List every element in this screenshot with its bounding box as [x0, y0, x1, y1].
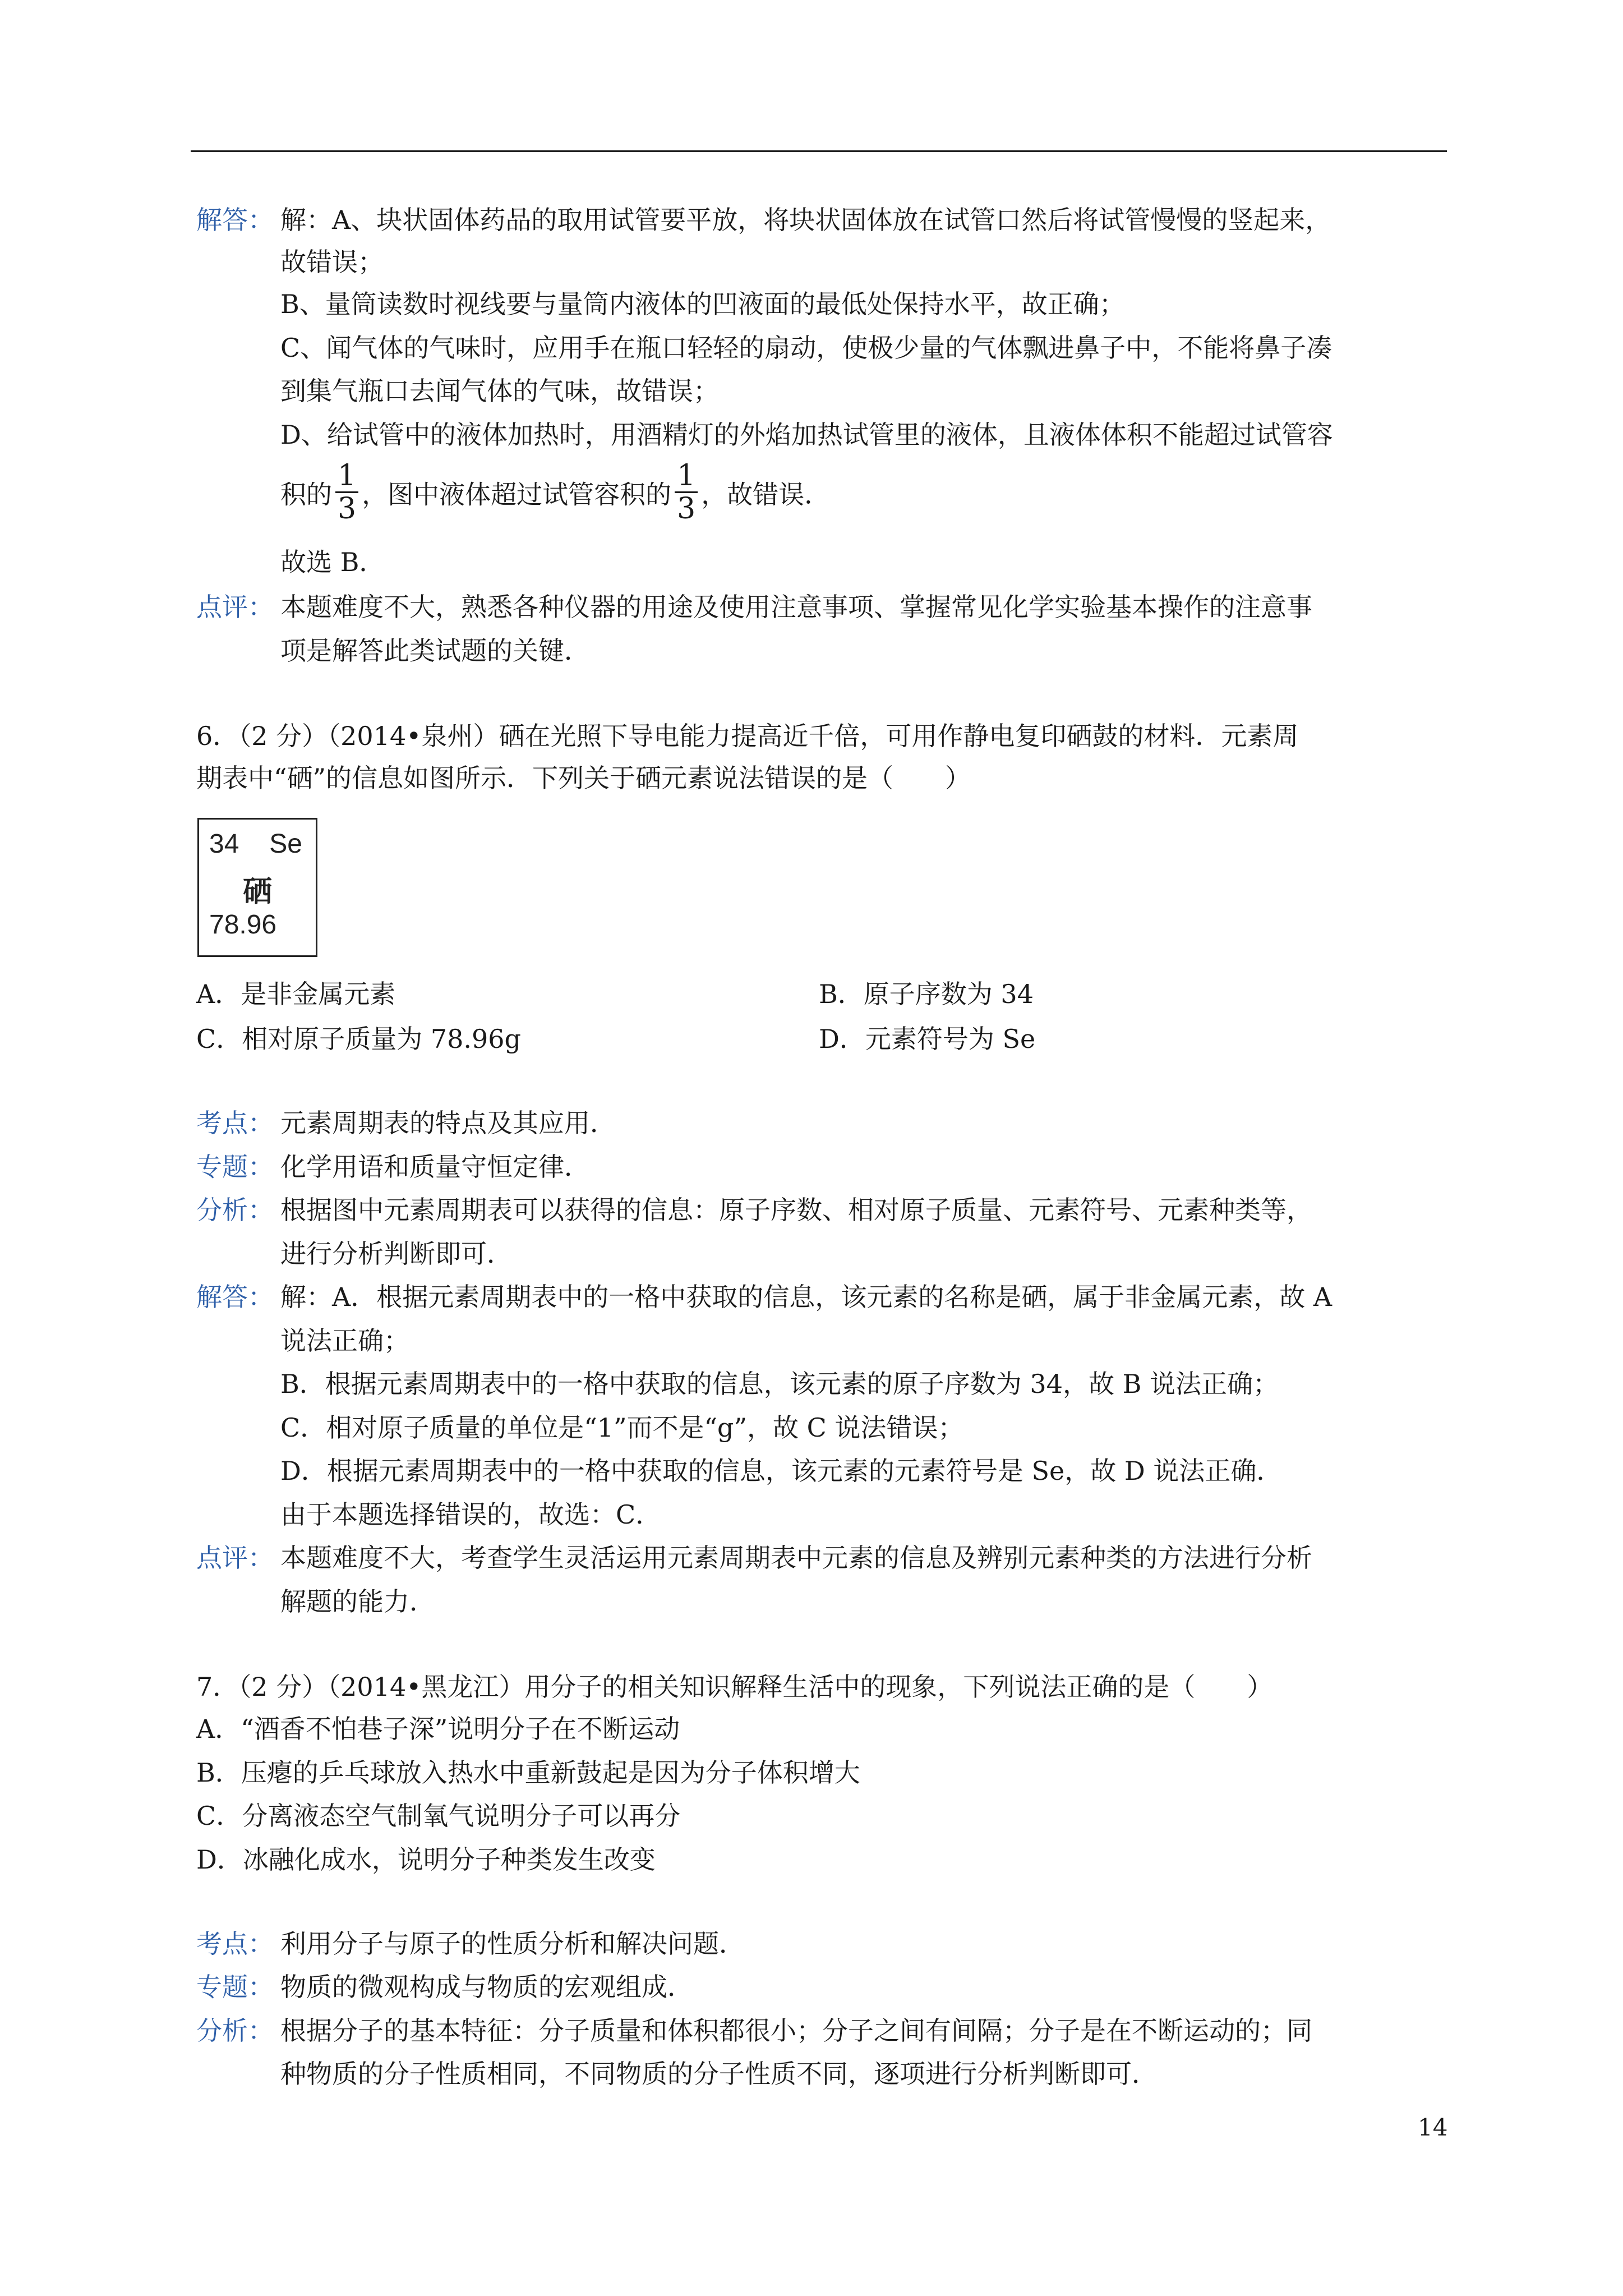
option-a: A．“酒香不怕巷子深”说明分子在不断运动	[196, 1714, 680, 1744]
label-comment: 点评：	[196, 1543, 274, 1573]
answer-line: 解：A、块状固体药品的取用试管要平放，将块状固体放在试管口然后将试管慢慢的竖起来，	[280, 205, 1331, 235]
answer-line: B、量筒读数时视线要与量筒内液体的凹液面的最低处保持水平，故正确；	[280, 289, 1125, 319]
periodic-table-cell	[197, 818, 317, 957]
fenxi-line: 根据图中元素周期表可以获得的信息：原子序数、相对原子质量、元素符号、元素种类等，	[280, 1195, 1312, 1225]
option-b: B．压瘪的乒乓球放入热水中重新鼓起是因为分子体积增大	[196, 1757, 860, 1788]
fenxi-line: 根据分子的基本特征：分子质量和体积都很小；分子之间有间隔；分子是在不断运动的；同	[280, 2016, 1312, 2046]
fraction-one-third	[335, 460, 358, 524]
label-zhuanti: 专题：	[196, 1972, 274, 2002]
page-number: 14	[1418, 2114, 1448, 2141]
option-b: B．原子序数为 34	[819, 979, 1034, 1009]
answer-choice: 故选 B．	[280, 547, 385, 577]
fenxi-line: 种物质的分子性质相同，不同物质的分子性质不同，逐项进行分析判断即可．	[280, 2059, 1158, 2089]
label-kaodian: 考点：	[196, 1929, 274, 1959]
label-comment: 点评：	[196, 592, 274, 622]
answer-line: 解：A．根据元素周期表中的一格中获取的信息，该元素的名称是硒，属于非金属元素，故 A	[280, 1282, 1332, 1312]
answer-line-fraction	[280, 459, 831, 529]
answer-line: B．根据元素周期表中的一格中获取的信息，该元素的原子序数为 34，故 B 说法正确；	[280, 1369, 1279, 1399]
kaodian-text: 利用分子与原子的性质分析和解决问题．	[280, 1929, 745, 1959]
question-6-stem: 6．（2 分）（2014•泉州）硒在光照下导电能力提高近千倍，可用作静电复印硒鼓的材料．元素周	[196, 721, 1299, 751]
answer-line: 故错误；	[280, 247, 384, 277]
answer-choice: 由于本题选择错误的，故选：C．	[280, 1499, 662, 1530]
answer-line: 说法正确；	[280, 1326, 409, 1356]
comment-line: 项是解答此类试题的关键．	[280, 636, 590, 666]
option-c: C．相对原子质量为 78.96g	[196, 1024, 521, 1054]
option-d: D．冰融化成水，说明分子种类发生改变	[196, 1844, 656, 1875]
option-c: C．分离液态空气制氧气说明分子可以再分	[196, 1801, 681, 1831]
comment-line: 解题的能力．	[280, 1586, 435, 1617]
element-symbol: Se	[269, 829, 302, 859]
comment-line: 本题难度不大，考查学生灵活运用元素周期表中元素的信息及辨别元素种类的方法进行分析	[280, 1543, 1312, 1573]
label-kaodian: 考点：	[196, 1108, 274, 1138]
option-d: D．元素符号为 Se	[819, 1024, 1036, 1054]
answer-text: ，故错误．	[701, 479, 831, 510]
atomic-mass: 78.96	[209, 910, 277, 940]
fraction-numerator: 1	[675, 460, 698, 493]
answer-line: C．相对原子质量的单位是“1”而不是“g”，故 C 说法错误；	[280, 1412, 964, 1443]
element-name: 硒	[242, 876, 272, 908]
kaodian-text: 元素周期表的特点及其应用．	[280, 1108, 616, 1138]
fraction-numerator: 1	[335, 460, 358, 493]
option-a: A．是非金属元素	[196, 979, 396, 1009]
answer-line: D．根据元素周期表中的一格中获取的信息，该元素的元素符号是 Se，故 D 说法正确．	[280, 1456, 1283, 1486]
answer-text: ，图中液体超过试管容积的	[362, 479, 672, 510]
atomic-number: 34	[209, 829, 239, 859]
zhuanti-text: 物质的微观构成与物质的宏观组成．	[280, 1972, 693, 2002]
label-fenxi: 分析：	[196, 1195, 274, 1225]
question-6-stem: 期表中“硒”的信息如图所示．下列关于硒元素说法错误的是（ ）	[196, 763, 971, 793]
answer-line: 到集气瓶口去闻气体的气味，故错误；	[280, 376, 719, 406]
fraction-denominator: 3	[677, 492, 696, 526]
fraction-one-third	[675, 460, 698, 524]
fraction-denominator: 3	[338, 492, 357, 526]
answer-line: D、给试管中的液体加热时，用酒精灯的外焰加热试管里的液体，且液体体积不能超过试管容	[280, 420, 1333, 450]
label-answer: 解答：	[196, 205, 274, 235]
answer-line: C、闻气体的气味时，应用手在瓶口轻轻的扇动，使极少量的气体飘进鼻子中，不能将鼻子凑	[280, 333, 1332, 363]
fenxi-line: 进行分析判断即可．	[280, 1239, 513, 1269]
answer-text: 积的	[280, 479, 332, 510]
zhuanti-text: 化学用语和质量守恒定律．	[280, 1152, 590, 1182]
question-7-stem: 7．（2 分）（2014•黑龙江）用分子的相关知识解释生活中的现象，下列说法正确的是（ ）	[196, 1672, 1273, 1702]
comment-line: 本题难度不大，熟悉各种仪器的用途及使用注意事项、掌握常见化学实验基本操作的注意事	[280, 592, 1312, 622]
label-zhuanti: 专题：	[196, 1152, 274, 1182]
header-rule	[191, 150, 1447, 152]
label-answer: 解答：	[196, 1282, 274, 1312]
label-fenxi: 分析：	[196, 2016, 274, 2046]
